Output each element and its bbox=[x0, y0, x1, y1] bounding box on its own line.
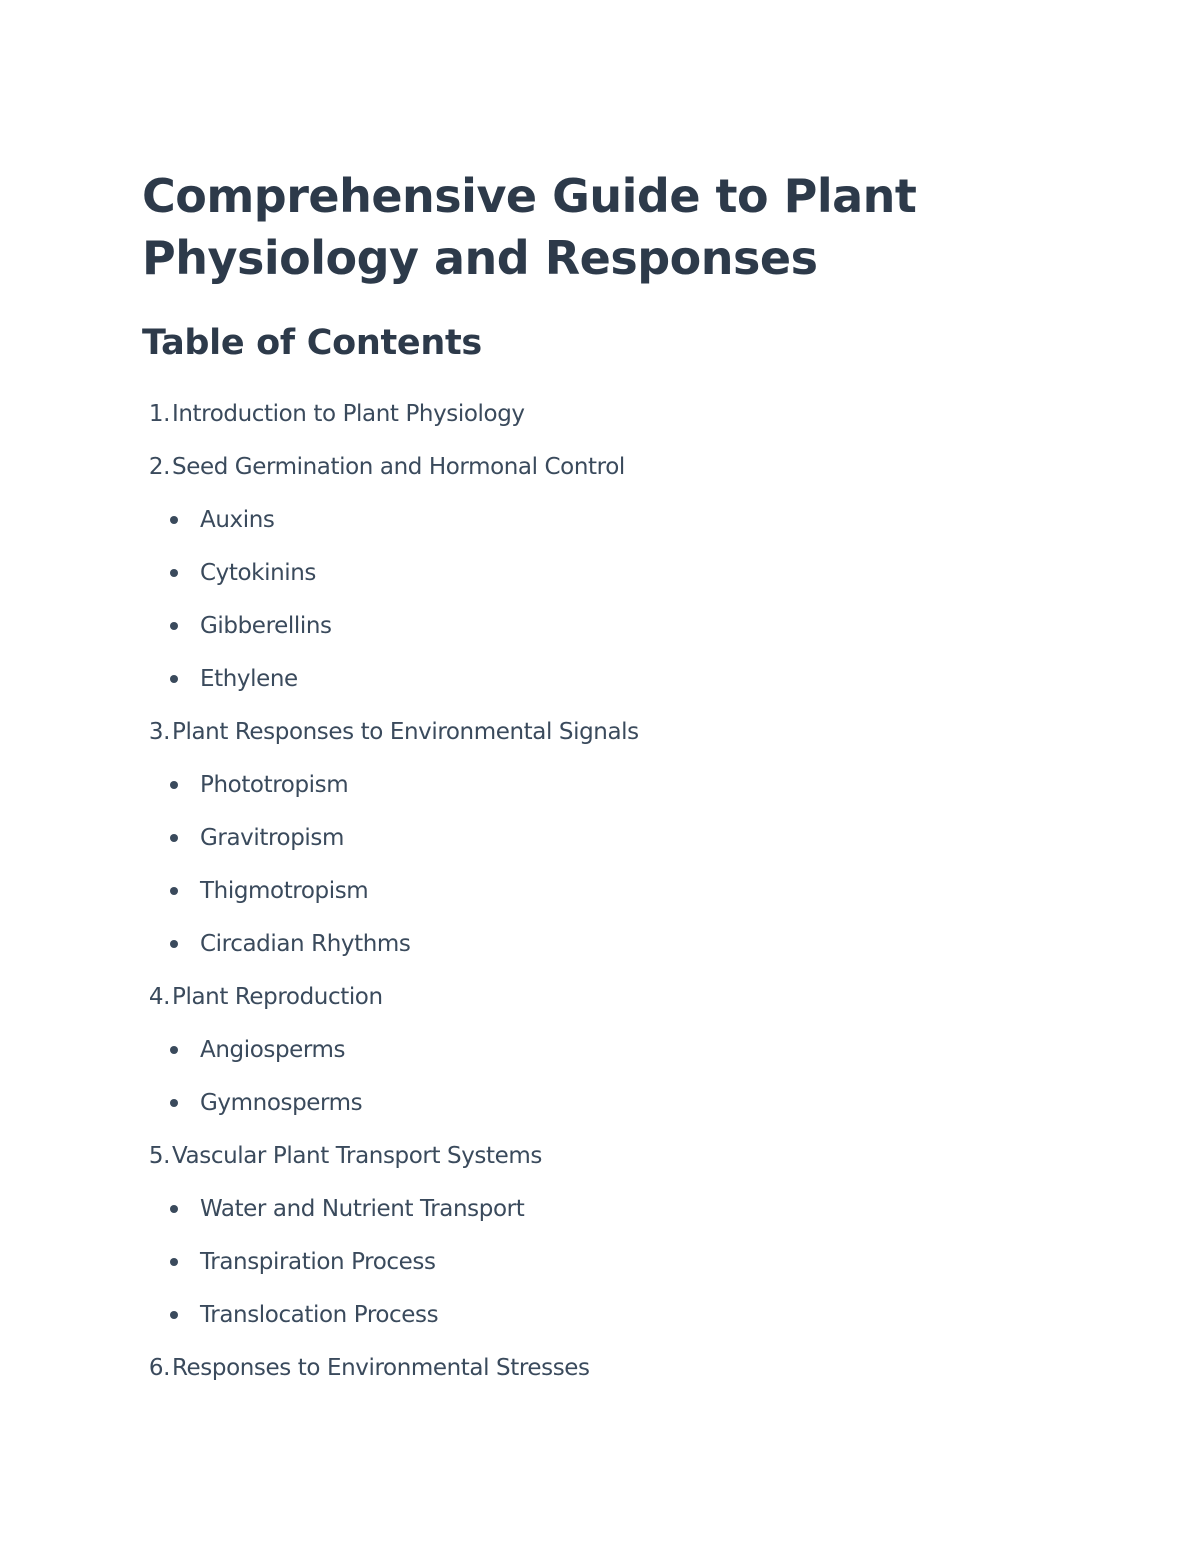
toc-section bbox=[142, 440, 1102, 705]
toc-item-link[interactable]: Vascular Plant Transport Systems bbox=[172, 1142, 542, 1169]
toc-item[interactable] bbox=[142, 970, 1102, 1023]
toc-subitem-link[interactable]: Gravitropism bbox=[200, 824, 344, 851]
toc-item-link[interactable]: Introduction to Plant Physiology bbox=[172, 400, 525, 427]
toc-section bbox=[142, 387, 1102, 440]
toc-section bbox=[142, 1341, 1102, 1394]
toc-subitem[interactable] bbox=[142, 1235, 1102, 1288]
bullet-icon bbox=[170, 569, 178, 577]
toc-subitem-link[interactable]: Cytokinins bbox=[200, 559, 316, 586]
toc-item-link[interactable]: Plant Reproduction bbox=[172, 983, 383, 1010]
toc-section bbox=[142, 1129, 1102, 1341]
toc-item[interactable] bbox=[142, 387, 1102, 440]
toc-sublist bbox=[142, 1182, 1102, 1341]
toc-subitem-link[interactable]: Water and Nutrient Transport bbox=[200, 1195, 525, 1222]
toc-section bbox=[142, 970, 1102, 1129]
toc-subitem-link[interactable]: Phototropism bbox=[200, 771, 349, 798]
toc-subitem[interactable] bbox=[142, 1023, 1102, 1076]
bullet-icon bbox=[170, 1099, 178, 1107]
toc-heading: Table of Contents bbox=[142, 323, 482, 363]
toc-subitem[interactable] bbox=[142, 758, 1102, 811]
toc-subitem[interactable] bbox=[142, 652, 1102, 705]
toc-subitem[interactable] bbox=[142, 1076, 1102, 1129]
bullet-icon bbox=[170, 675, 178, 683]
toc-subitem-link[interactable]: Transpiration Process bbox=[200, 1248, 436, 1275]
document-title: Comprehensive Guide to Plant Physiology and Responses bbox=[142, 169, 917, 285]
toc-subitem-link[interactable]: Thigmotropism bbox=[200, 877, 369, 904]
toc-subitem-link[interactable]: Translocation Process bbox=[200, 1301, 439, 1328]
toc-subitem[interactable] bbox=[142, 1182, 1102, 1235]
toc-sublist bbox=[142, 1023, 1102, 1129]
toc-section bbox=[142, 705, 1102, 970]
toc-subitem-link[interactable]: Gibberellins bbox=[200, 612, 332, 639]
toc-item-number: 5. bbox=[148, 1142, 170, 1169]
toc-subitem[interactable] bbox=[142, 864, 1102, 917]
toc-item-number: 3. bbox=[148, 718, 170, 745]
document-page bbox=[142, 165, 1102, 1394]
bullet-icon bbox=[170, 834, 178, 842]
toc-subitem-link[interactable]: Ethylene bbox=[200, 665, 298, 692]
toc-item[interactable] bbox=[142, 440, 1102, 493]
bullet-icon bbox=[170, 940, 178, 948]
toc-subitem[interactable] bbox=[142, 917, 1102, 970]
toc-subitem[interactable] bbox=[142, 493, 1102, 546]
bullet-icon bbox=[170, 1311, 178, 1319]
toc-subitem-link[interactable]: Auxins bbox=[200, 506, 275, 533]
toc-subitem-link[interactable]: Angiosperms bbox=[200, 1036, 346, 1063]
toc-sublist bbox=[142, 758, 1102, 970]
bullet-icon bbox=[170, 1205, 178, 1213]
toc-subitem[interactable] bbox=[142, 546, 1102, 599]
bullet-icon bbox=[170, 622, 178, 630]
bullet-icon bbox=[170, 516, 178, 524]
toc-sublist bbox=[142, 493, 1102, 705]
bullet-icon bbox=[170, 1258, 178, 1266]
toc-subitem-link[interactable]: Circadian Rhythms bbox=[200, 930, 411, 957]
toc-item-number: 1. bbox=[148, 400, 170, 427]
bullet-icon bbox=[170, 887, 178, 895]
bullet-icon bbox=[170, 781, 178, 789]
toc-item-number: 2. bbox=[148, 453, 170, 480]
toc-subitem-link[interactable]: Gymnosperms bbox=[200, 1089, 363, 1116]
toc-item[interactable] bbox=[142, 705, 1102, 758]
toc-item-link[interactable]: Responses to Environmental Stresses bbox=[172, 1354, 590, 1381]
toc-item-link[interactable]: Plant Responses to Environmental Signals bbox=[172, 718, 639, 745]
toc-list bbox=[142, 387, 1102, 1394]
toc-subitem[interactable] bbox=[142, 599, 1102, 652]
toc-item[interactable] bbox=[142, 1129, 1102, 1182]
toc-subitem[interactable] bbox=[142, 811, 1102, 864]
toc-item[interactable] bbox=[142, 1341, 1102, 1394]
toc-item-link[interactable]: Seed Germination and Hormonal Control bbox=[172, 453, 625, 480]
toc-item-number: 6. bbox=[148, 1354, 170, 1381]
toc-item-number: 4. bbox=[148, 983, 170, 1010]
bullet-icon bbox=[170, 1046, 178, 1054]
toc-subitem[interactable] bbox=[142, 1288, 1102, 1341]
